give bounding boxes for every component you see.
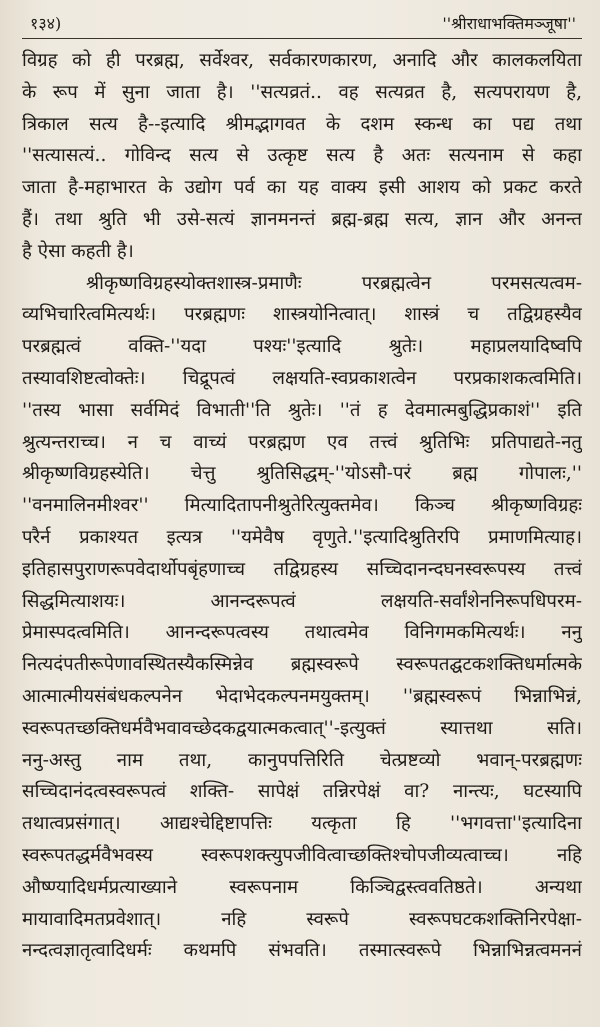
sanskrit-commentary-paragraph	[22, 268, 582, 968]
text-line: ''वनमालिनमीश्वर'' मित्यादितापनीश्रुतेरित्युक्तमेव। किञ्च श्रीकृष्णविग्रहः	[22, 495, 582, 517]
text-line: जाता है-महाभारत के उद्योग पर्व का यह वाक्य इसी आशय को प्रकट करते	[22, 177, 582, 199]
text-line: विग्रह को ही परब्रह्म, सर्वेश्वर, सर्वकारणकारण, अनादि और कालकलयिता	[22, 50, 582, 71]
text-line: श्रीकृष्णविग्रहस्योक्तशास्त्र-प्रमाणैः परब्रह्मत्वेन परमसत्यत्वम-	[86, 272, 582, 294]
running-title: ''श्रीराधाभक्तिमञ्जूषा''	[442, 14, 576, 33]
text-line: आत्मात्मीयसंबंधकल्पनेन भेदाभेदकल्पनमयुक्तम्। ''ब्रह्मस्वरूपं भिन्नाभिन्नं,	[22, 685, 582, 707]
text-line: श्रीकृष्णविग्रहस्येति। चेत्तु श्रुतिसिद्धम्-''योऽसौ-परं ब्रह्म गोपालः,''	[22, 463, 582, 485]
text-line: सच्चिदानंदत्वस्वरूपत्वं शक्ति- सापेक्षं तन्निरपेक्षं वा? नान्त्यः, घटस्यापि	[22, 781, 582, 803]
text-line: है ऐसा कहती है।	[22, 240, 134, 262]
text-line: स्वरूपतच्छक्तिधर्मवैभवावच्छेदकद्वयात्मकत्वात्''-इत्युक्तं स्यात्तथा सति।	[22, 717, 582, 739]
text-line: ननु-अस्तु नाम तथा, कानुपपत्तिरिति चेत्प्रष्टव्यो भवान्-परब्रह्मणः	[22, 749, 582, 771]
text-line: नित्यदंपतीरूपेणावस्थितस्यैकस्मिन्नेव ब्रह्मस्वरूपे स्वरूपतद्घटकशक्तिधर्मात्मके	[22, 654, 582, 676]
text-line: श्रुत्यन्तराच्च। न च वाच्यं परब्रह्मण एव तत्त्वं श्रुतिभिः प्रतिपाद्यते-नतु	[22, 431, 582, 453]
text-line: के रूप में सुना जाता है। ''सत्यव्रतं.. वह सत्यव्रत है, सत्यपरायण है,	[22, 81, 582, 103]
text-line: हैं। तथा श्रुति भी उसे-सत्यं ज्ञानमनन्तं ब्रह्म-ब्रह्म सत्य, ज्ञान और अनन्त	[22, 208, 582, 230]
text-line: परैर्न प्रकाश्यत इत्यत्र ''यमेवैष वृणुते.''इत्यादिश्रुतिरपि प्रमाणमित्याह।	[22, 526, 582, 548]
text-line: ''तस्य भासा सर्वमिदं विभाती''ति श्रुतेः। ''तं ह देवमात्मबुद्धिप्रकाशं'' इति	[22, 399, 582, 421]
text-line: त्रिकाल सत्य है--इत्यादि श्रीमद्भागवत के दशम स्कन्ध का पद्य तथा	[22, 113, 582, 135]
text-line: सिद्धमित्याशयः। आनन्दरूपत्वं लक्षयति-सर्वांशेननिरूपधिपरम-	[22, 590, 582, 612]
text-line: औष्ण्यादिधर्मप्रत्याख्याने स्वरूपनाम किञ्चिद्वस्त्ववतिष्ठते। अन्यथा	[22, 876, 582, 898]
text-line: मायावादिमतप्रवेशात्। नहि स्वरूपे स्वरूपघटकशक्तिनिरपेक्षा-	[22, 908, 582, 930]
text-line: नन्दत्वज्ञातृत्वादिधर्मः कथमपि संभवति। तस्मात्स्वरूपे भिन्नाभिन्नत्वमननं	[22, 940, 582, 962]
text-line: तथात्वप्रसंगात्। आद्यश्चेद्दिष्टापत्तिः यत्कृता हि ''भगवत्ता''इत्यादिना	[22, 813, 582, 835]
page-header	[22, 14, 582, 39]
text-line: व्यभिचारित्वमित्यर्थः। परब्रह्मणः शास्त्रयोनित्वात्। शास्त्रं च तद्विग्रहस्यैव	[22, 304, 582, 326]
hindi-paragraph	[22, 45, 582, 268]
text-line: तस्यावशिष्टत्वोक्तेः। चिद्रूपत्वं लक्षयति-स्वप्रकाशत्वेन परप्रकाशकत्वमिति।	[22, 367, 582, 389]
text-line: प्रेमास्पदत्वमिति। आनन्दरूपत्वस्य तथात्वमेव विनिगमकमित्यर्थः। ननु	[22, 622, 582, 644]
text-line: इतिहासपुराणरूपवेदार्थोपबृंहणाच्च तद्विग्रहस्य सच्चिदानन्दघनस्वरूपस्य तत्त्वं	[22, 558, 582, 580]
text-line: ''सत्यासत्यं.. गोविन्द सत्य से उत्कृष्ट सत्य है अतः सत्यनाम से कहा	[22, 145, 582, 167]
text-line: स्वरूपतद्धर्मवैभवस्य स्वरूपशक्त्युपजीवित्वाच्छक्तिश्चोपजीव्यत्वाच्च। नहि	[22, 844, 582, 866]
text-line: परब्रह्मत्वं वक्ति-''यदा पश्यः''इत्यादि श्रुतेः। महाप्रलयादिष्वपि	[22, 336, 582, 358]
page-number: १३४)	[30, 14, 62, 33]
